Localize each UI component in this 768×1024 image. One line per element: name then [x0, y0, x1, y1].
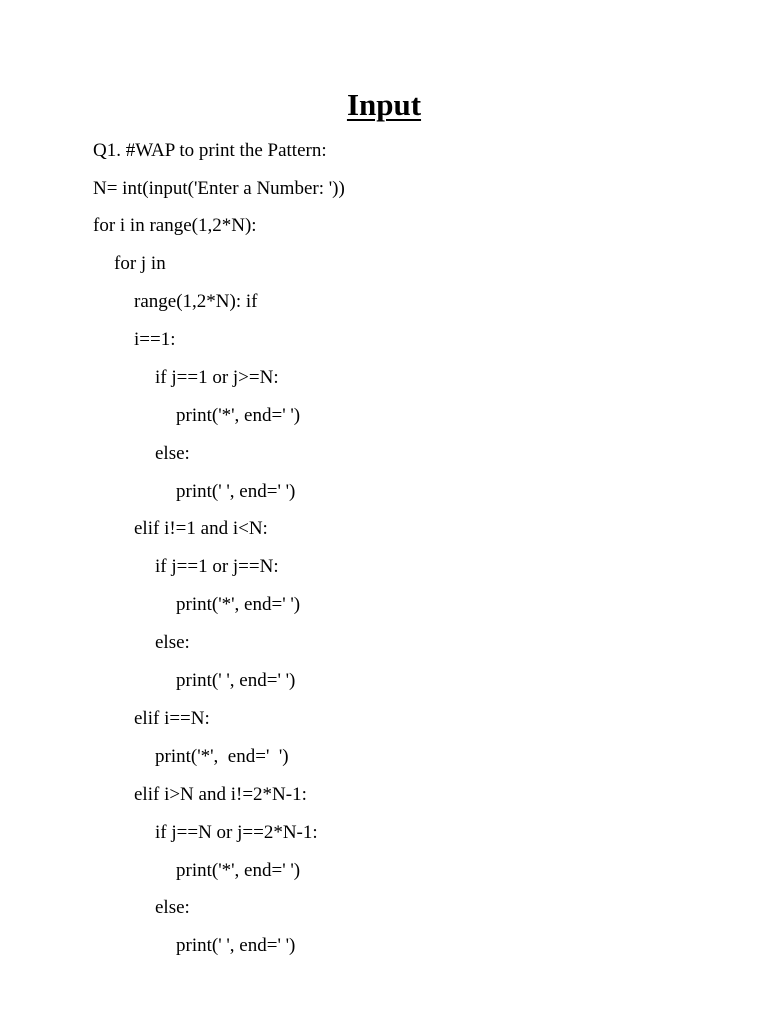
code-line: N= int(input('Enter a Number: ')): [93, 178, 345, 199]
code-line: else:: [155, 897, 190, 918]
code-line: print('*', end=' '): [176, 405, 301, 426]
code-line: if j==N or j==2*N-1:: [155, 822, 318, 843]
question-line: Q1. #WAP to print the Pattern:: [93, 140, 327, 161]
code-line: elif i==N:: [134, 708, 210, 729]
code-line: i==1:: [134, 329, 176, 350]
page-title: Input: [346, 87, 422, 122]
code-line: print('*', end=' '): [155, 746, 289, 767]
code-line: print(' ', end=' '): [176, 481, 296, 502]
code-line: for j in: [114, 253, 166, 274]
code-line: for i in range(1,2*N):: [93, 215, 257, 236]
code-line: print('*', end=' '): [176, 594, 301, 615]
code-line: elif i!=1 and i<N:: [134, 518, 268, 539]
code-line: print(' ', end=' '): [176, 935, 296, 956]
code-line: range(1,2*N): if: [134, 291, 258, 312]
code-line: print(' ', end=' '): [176, 670, 296, 691]
code-line: if j==1 or j==N:: [155, 556, 279, 577]
code-line: if j==1 or j>=N:: [155, 367, 279, 388]
code-line: else:: [155, 632, 190, 653]
code-line: else:: [155, 443, 190, 464]
code-line: elif i>N and i!=2*N-1:: [134, 784, 307, 805]
code-line: print('*', end=' '): [176, 860, 301, 881]
